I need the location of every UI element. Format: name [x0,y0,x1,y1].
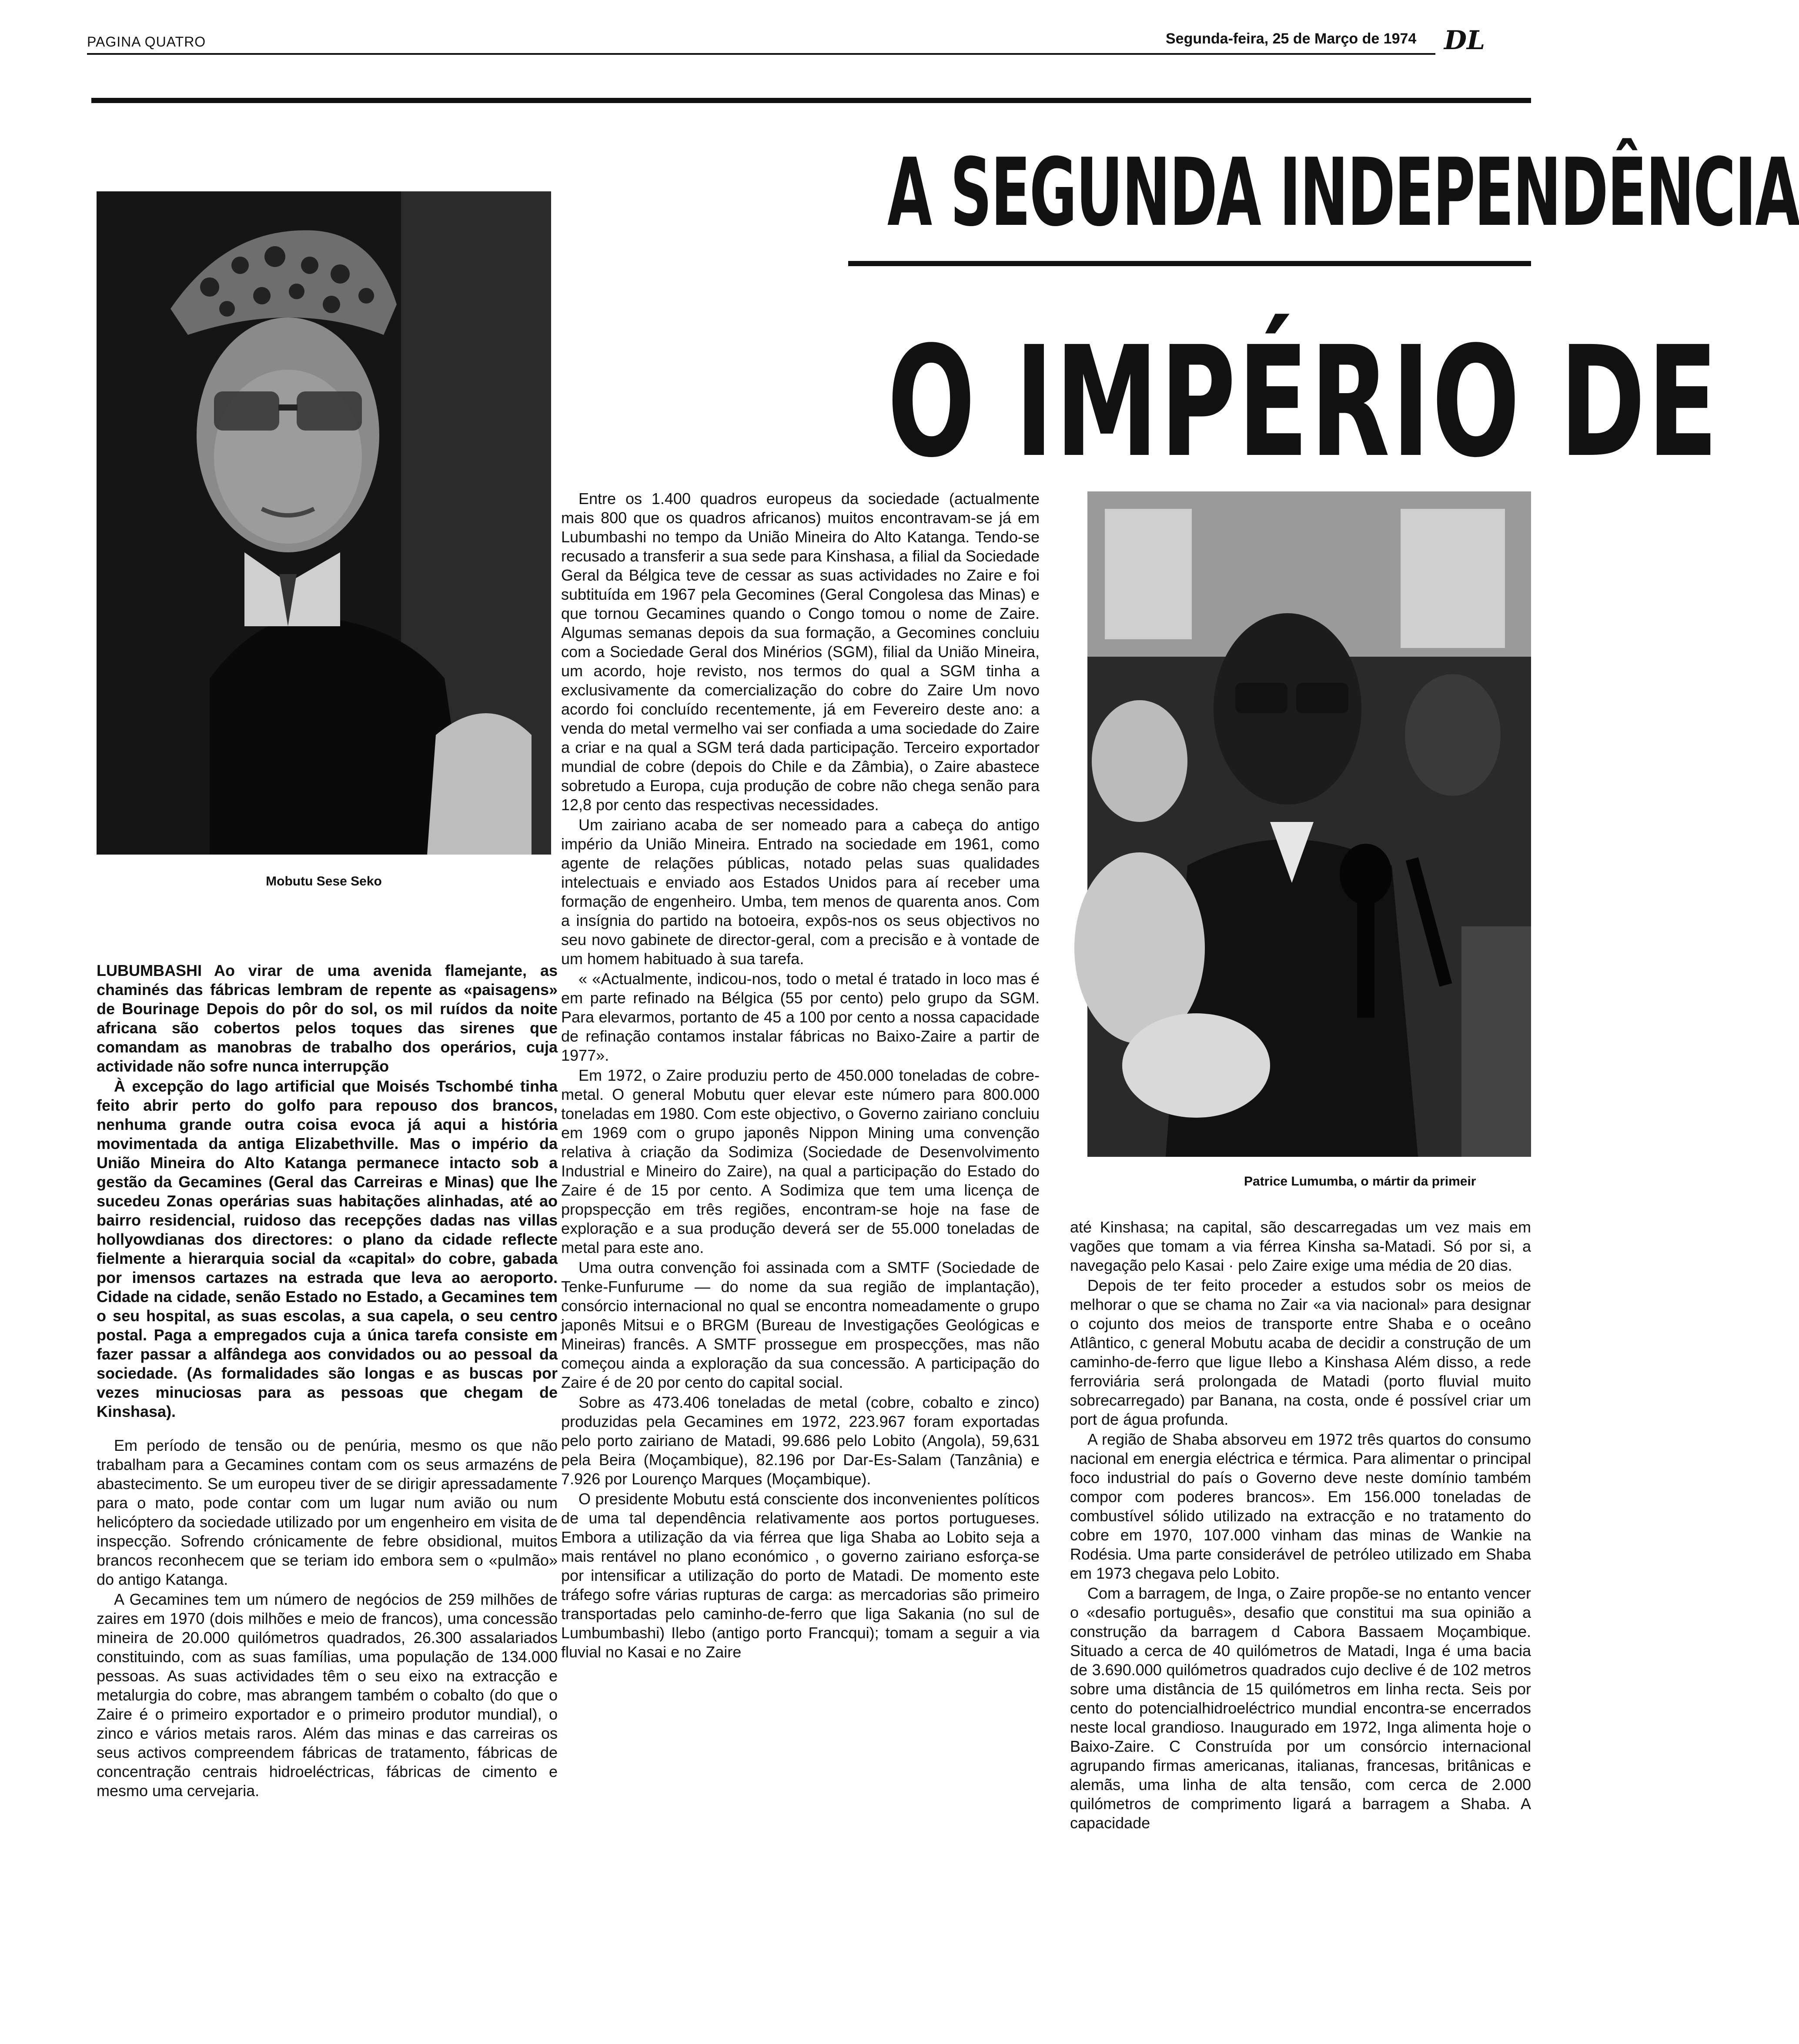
newspaper-logo: DL [1444,25,1485,56]
paragraph: até Kinshasa; na capital, são descarregadas um vez mais em vagões que tomam a via férrea Kinsha sa-Matadi. Só por si, a navegação pelo Kasai · pelo Zaire exige uma média de 20 dias. [1070,1218,1531,1274]
article-column-3 [1070,1218,1531,1834]
dateline: LUBUMBASHI [97,962,202,979]
paragraph: Depois de ter feito proceder a estudos sobr os meios de melhorar o que se chama no Zair «a via nacional» para designar o cojunto dos meios de transporte entre Shaba e o oceâno Atlântico, c general Mobutu acaba de decidir a construção de um caminho-de-ferro que ligue Ilebo a Kinshasa Além disso, a rede ferroviária será prolongada de Matadi (porto fluvial muito sobrecarregado) par Banana, na costa, onde é possível criar um port de água profunda. [1070,1276,1531,1428]
paragraph: Sobre as 473.406 toneladas de metal (cobre, cobalto e zinco) produzidas pela Gecamines em 1972, 223.967 foram exportadas pelo porto zairiano de Matadi, 99.686 pelo Lobito (Angola), 59,631 pela Beira (Moçambique), 82.196 por Dar-Es-Salam (Tanzânia) e 7.926 por Lourenço Marques (Moçambique). [561,1393,1040,1488]
headline-kicker: A SEGUNDA INDEPENDÊNCIA [887,138,1799,247]
paragraph: A região de Shaba absorveu em 1972 três quartos do consumo nacional em energia eléctrica e térmica. Para alimentar o principal foco industrial do país o Governo deve neste domínio também compor com poderes brancos». Em 156.000 toneladas de combustível sólido utilizado na extracção e no tratamento do cobre em 1970, 107.000 vinham das minas de Wankie na Rodésia. Uma parte considerável de petróleo utilizado em Shaba em 1973 chegava pelo Lobito. [1070,1430,1531,1582]
page-label: PAGINA QUATRO [87,34,206,50]
header-rule [87,53,1435,55]
paragraph: Um zairiano acaba de ser nomeado para a cabeça do antigo império da União Mineira. Entrado na sociedade em 1961, como agente de relações públicas, notado pelas suas qualidades intelectuais e enviado aos Estados Unidos para aí receber uma formação de engenheiro. Umba, tem menos de quarenta anos. Com a insígnia do partido na botoeira, expôs-nos os seus objectivos no seu novo gabinete de director-geral, com a precisão e à vontade de um homem habituado à sua tarefa. [561,816,1040,968]
crowd-photo [1087,491,1531,1157]
lead-text: Ao virar de uma avenida flamejante, as chaminés das fábricas lembram de repente as «paisagens» de Bourinage Depois do pôr do sol, os mil ruídos da noite africana são cobertos pelos toques das sirenes que comandam as manobras de trabalho dos operários, cuja actividade não sofre nunca interrupção [97,962,558,1075]
lead-paragraph [97,961,558,1076]
issue-date: Segunda-feira, 25 de Março de 1974 [1166,30,1417,47]
article-column-2 [561,489,1040,1663]
crowd-caption: Patrice Lumumba, o mártir da primeir [1244,1174,1476,1189]
paragraph: « «Actualmente, indicou-nos, todo o metal é tratado in loco mas é em parte refinado na Bélgica (55 por cento) pelo grupo da SGM. Para elevarmos, portanto de 45 a 100 por cento a nossa capacidade de refinação contamos instalar fábricas no Baixo-Zaire a partir de 1977». [561,970,1040,1064]
paragraph: A Gecamines tem um número de negócios de 259 milhões de zaires em 1970 (dois milhões e meio de francos), uma concessão mineira de 20.000 quilómetros quadrados, 26.300 assalariados constituindo, com as suas famílias, uma população de 134.000 pessoas. As suas actividades têm o seu eixo na extracção e metalurgia do cobre, mas abrangem também o cobalto (do que o Zaire é o primeiro exportador e o primeiro produtor mundial), o zinco e vários metais raros. Além das minas e das carreiras os seus activos compreendem fábricas de tratamento, fábricas de concentração centrais hidroeléctricas, fábricas de cimento e mesmo uma cervejaria. [97,1590,558,1800]
paragraph: Com a barragem, de Inga, o Zaire propõe-se no entanto vencer o «desafio português», desafio que constitui ma sua opinião a construção da barragem d Cabora Bassaem Moçambique. Situado a cerca de 40 quilómetros de Matadi, Inga é uma bacia de 3.690.000 quilómetros quadrados cujo declive é de 102 metros sobre uma distância de 15 quilómetros em linha recta. Seis por cento do potencialhidroeléctrico mundial encontra-se encerrados neste local grandioso. Inaugurado em 1972, Inga alimenta hoje o Baixo-Zaire. C Construída por um consórcio internacional agrupando firmas americanas, italianas, francesas, britânicas e alemãs, uma linha de alta tensão, com cerca de 2.000 quilómetros de comprimento ligará a barragem a Shaba. A capacidade [1070,1584,1531,1832]
paragraph: Entre os 1.400 quadros europeus da sociedade (actualmente mais 800 que os quadros africanos) muitos encontravam-se já em Lubumbashi no tempo da União Mineira do Alto Katanga. Tendo-se recusado a transferir a sua sede para Kinshasa, a filial da Sociedade Geral da Bélgica teve de cessar as suas actividades no Zaire e foi subtituída em 1967 pela Gecomines (Geral Congolesa das Minas) e que tornou Gecamines quando o Congo tomou o nome de Zaire. Algumas semanas depois da sua formação, a Gecomines concluiu com a Sociedade Geral dos Minérios (SGM), filial da União Mineira, um acordo, hoje revisto, nos termos do qual a SGM tinha a exclusivamente da comercialização do cobre do Zaire Um novo acordo foi concluído recentemente, já em Fevereiro deste ano: a venda do metal vermelho vai ser confiada a uma sociedade do Zaire a criar e na qual a SGM terá dada participação. Terceiro exportador mundial de cobre (depois do Chile e da Zâmbia), o Zaire abastece sobretudo a Europa, cuja produção de cobre não chega senão para 12,8 por cento das respectivas necessidades. [561,490,1040,814]
headline-top-rule [91,98,1531,103]
headline-title: O IMPÉRIO DE [887,314,1720,491]
article-column-1 [97,961,558,1801]
paragraph: O presidente Mobutu está consciente dos inconvenientes políticos de uma tal dependência relativamente aos portos portugueses. Embora a utilização da via férrea que liga Shaba ao Lobito seja a mais rentável no plano económico , o governo zairiano esforça-se por intensificar a utilização do porto de Matadi. De momento este tráfego sofre várias rupturas de carga: as mercadorias são primeiro transportadas pelo caminho-de-ferro que liga Sakania (no sul de Lumbumbashi) Ilebo (antigo porto Francqui); tomam a seguir a via fluvial no Kasai e no Zaire [561,1490,1040,1661]
paragraph: À excepção do lago artificial que Moisés Tschombé tinha feito abrir perto do golfo para repouso dos brancos, nenhuma grande outra coisa evoca já aqui a história movimentada da antiga Elizabethville. Mas o império da União Mineira do Alto Katanga permanece intacto sob a gestão da Gecamines (Geral das Carreiras e Minas) que lhe sucedeu Zonas operárias suas habitações alinhadas, até ao bairro residencial, ruidoso das recepções dadas nas villas hollyowdianas dos directores: o plano da cidade reflecte fielmente a hierarquia social da «capital» do cobre, gabada por imensos cartazes na estrada que leva ao aeroporto. Cidade na cidade, senão Estado no Estado, a Gecamines tem o seu hospital, as suas escolas, a sua capela, o seu centro postal. Paga a empregados cuja a única tarefa consiste em fazer passar a alfândega aos convidados ou ao pessoal da sociedade. (As formalidades são longas e as buscas por vezes minuciosas para as pessoas que chegam de Kinshasa). [97,1077,558,1420]
portrait-photo [97,191,551,855]
paragraph: Em período de tensão ou de penúria, mesmo os que não trabalham para a Gecamines contam com os seus armazéns de abastecimento. Se um europeu tiver de se dirigir apressadamente para o mato, pode contar com um lugar num avião ou num helicóptero da sociedade utilizado por um engenheiro em visita de inspecção. Sofrendo crónicamente de febre obsidional, muitos brancos reconhecem que se teriam ido embora sem o «pulmão» do antigo Katanga. [97,1436,558,1588]
headline-mid-rule [848,261,1531,266]
paragraph: Em 1972, o Zaire produziu perto de 450.000 toneladas de cobre-metal. O general Mobutu quer elevar este número para 800.000 toneladas em 1980. Com este objectivo, o Governo zairiano concluiu em 1969 com o grupo japonês Nippon Mining uma convenção relativa à criação da Sodimiza (Sociedade de Desenvolvimento Industrial e Mineiro do Zaire), na qual a participação do Estado do Zaire é de 15 por cento. A Sodimiza que tem uma licença de propspecção em três regiões, encontram-se hoje na fase de exploração e a sua produção deverá ser de 55.000 toneladas de metal para este ano. [561,1066,1040,1256]
paragraph: Uma outra convenção foi assinada com a SMTF (Sociedade de Tenke-Funfurume — do nome da sua região de implantação), consórcio internacional no qual se encontra nomeadamente o grupo japonês Mitsui e o BRGM (Bureau de Investigações Geológicas e Mineiras) francês. A SMTF prossegue em prospecções, mas não começou ainda a exploração da sua concessão. A participação do Zaire é de 20 por cento do capital social. [561,1259,1040,1391]
portrait-caption: Mobutu Sese Seko [266,874,382,888]
